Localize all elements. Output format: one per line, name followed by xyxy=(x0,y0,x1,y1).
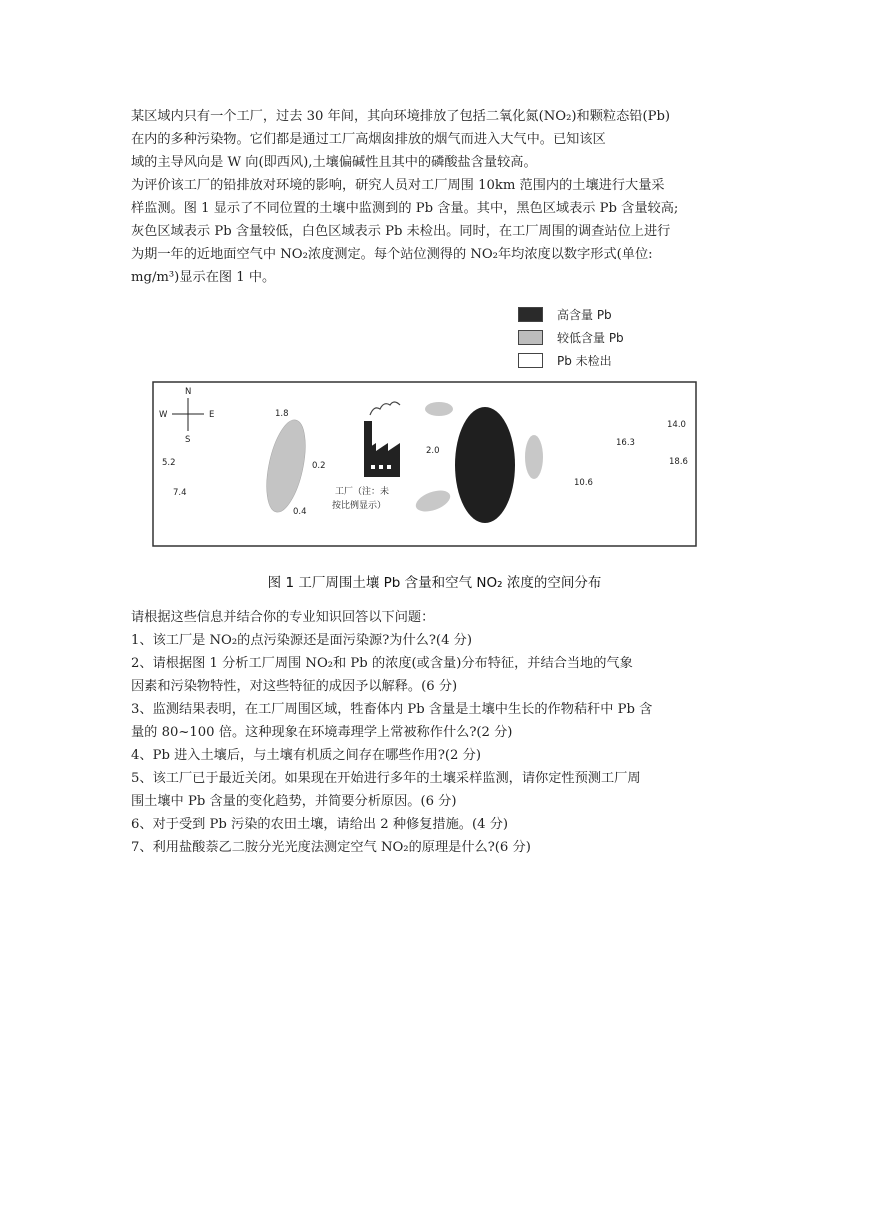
legend-label-high: 高含量 Pb xyxy=(557,308,612,322)
no2-value: 2.0 xyxy=(426,446,440,456)
question-item: 4、Pb 进入土壤后，与土壤有机质之间存在哪些作用?(2 分) xyxy=(131,748,481,763)
pb-low-region-east xyxy=(525,435,543,479)
compass-s: S xyxy=(185,435,191,445)
compass-n: N xyxy=(185,387,192,397)
intro-line: mg/m³)显示在图 1 中。 xyxy=(131,270,276,285)
factory-note-line2: 按比例显示） xyxy=(332,501,387,511)
question-item: 6、对于受到 Pb 污染的农田土壤，请给出 2 种修复措施。(4 分) xyxy=(131,817,509,832)
question-item: 围土壤中 Pb 含量的变化趋势，并简要分析原因。(6 分) xyxy=(131,794,457,809)
question-item: 量的 80~100 倍。这种现象在环境毒理学上常被称作什么?(2 分) xyxy=(131,725,513,740)
intro-line: 域的主导风向是 W 向(即西风),土壤偏碱性且其中的磷酸盐含量较高。 xyxy=(131,155,537,170)
legend-swatch-low xyxy=(518,330,543,345)
intro-line: 为期一年的近地面空气中 NO₂浓度测定。每个站位测得的 NO₂年均浓度以数字形式(单位: xyxy=(131,247,653,262)
no2-value: 5.2 xyxy=(162,458,176,468)
legend-swatch-none xyxy=(518,353,543,368)
legend-item-high xyxy=(518,303,624,326)
no2-value: 16.3 xyxy=(616,438,635,448)
questions-intro: 请根据这些信息并结合你的专业知识回答以下问题： xyxy=(131,610,435,625)
no2-value: 14.0 xyxy=(667,420,686,430)
question-item: 3、监测结果表明，在工厂周围区域，牲畜体内 Pb 含量是土壤中生长的作物秸秆中 Pb 含 xyxy=(131,702,653,717)
compass-e: E xyxy=(209,410,215,420)
legend-swatch-high xyxy=(518,307,543,322)
question-item: 2、请根据图 1 分析工厂周围 NO₂和 Pb 的浓度(或含量)分布特征，并结合当地的气象 xyxy=(131,656,633,671)
question-item: 5、该工厂已于最近关闭。如果现在开始进行多年的土壤采样监测，请你定性预测工厂周 xyxy=(131,771,641,786)
intro-line: 某区域内只有一个工厂，过去 30 年间，其向环境排放了包括二氧化氮(NO₂)和颗粒态铅(Pb) xyxy=(131,109,671,124)
legend-item-none xyxy=(518,349,624,372)
no2-value: 0.2 xyxy=(312,461,326,471)
legend-label-low: 较低含量 Pb xyxy=(557,331,624,345)
questions-section xyxy=(131,606,737,859)
pb-no2-map xyxy=(152,381,697,547)
legend-item-low xyxy=(518,326,624,349)
intro-line: 样监测。图 1 显示了不同位置的土壤中监测到的 Pb 含量。其中，黑色区域表示 Pb 含量较高; xyxy=(131,201,679,216)
intro-line: 为评价该工厂的铅排放对环境的影响，研究人员对工厂周围 10km 范围内的土壤进行大量采 xyxy=(131,178,665,193)
question-item: 因素和污染物特性，对这些特征的成因予以解释。(6 分) xyxy=(131,679,458,694)
no2-value: 18.6 xyxy=(669,457,688,467)
map-frame xyxy=(153,382,696,546)
intro-paragraph xyxy=(131,105,737,289)
figure-legend xyxy=(518,303,624,372)
intro-line: 灰色区域表示 Pb 含量较低，白色区域表示 Pb 未检出。同时，在工厂周围的调查站位上进行 xyxy=(131,224,671,239)
no2-value: 7.4 xyxy=(173,488,187,498)
question-item: 7、利用盐酸萘乙二胺分光光度法测定空气 NO₂的原理是什么?(6 分) xyxy=(131,840,531,855)
no2-value: 1.8 xyxy=(275,409,289,419)
factory-note-line1: 工厂（注：未 xyxy=(335,487,390,497)
no2-value: 0.4 xyxy=(293,507,307,517)
pb-high-region xyxy=(455,407,515,523)
figure-caption: 图 1 工厂周围土壤 Pb 含量和空气 NO₂ 浓度的空间分布 xyxy=(267,575,602,591)
intro-line: 在内的多种污染物。它们都是通过工厂高烟囱排放的烟气而进入大气中。已知该区 xyxy=(131,132,606,147)
no2-value: 10.6 xyxy=(574,478,593,488)
legend-label-none: Pb 未检出 xyxy=(557,354,612,368)
question-item: 1、该工厂是 NO₂的点污染源还是面污染源?为什么?(4 分) xyxy=(131,633,472,648)
pb-low-region-north xyxy=(425,402,453,416)
map-figure xyxy=(152,381,697,547)
compass-w: W xyxy=(159,410,168,420)
